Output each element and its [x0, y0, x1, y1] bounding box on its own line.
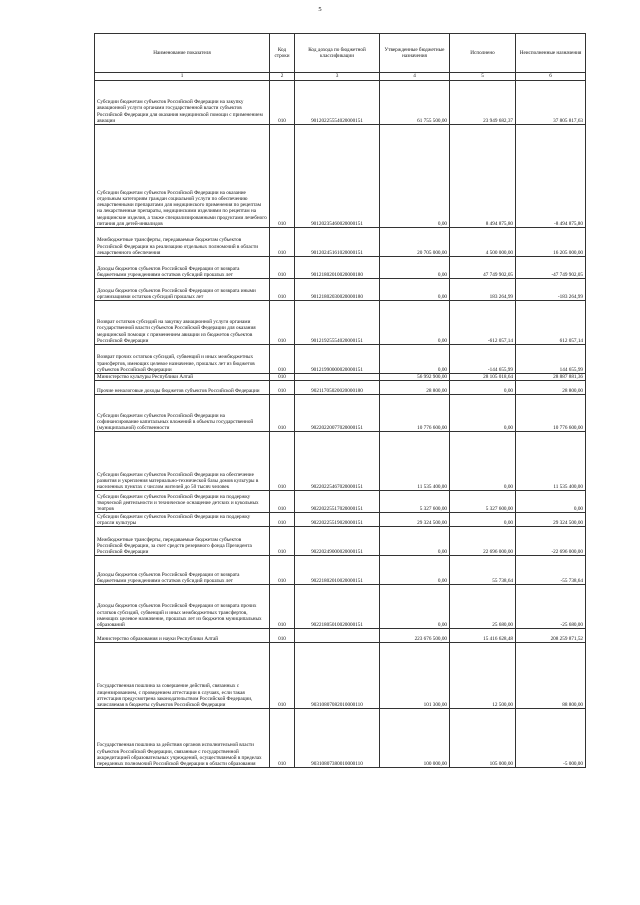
row-unexecuted-cell: -22 696 000,00 [516, 527, 586, 556]
row-code-cell: 010 [270, 381, 295, 395]
row-executed-cell: 28 105 018,64 [450, 374, 516, 381]
row-name-cell: Государственная пошлина за действия органов исполнительной власти субъектов Российской Федерации, связанные с государственной аккредитацией образовательных учреждений, осуществляемой в пределах переданных полномочий Российской Федерации в области образования [95, 709, 270, 768]
row-approved-cell: 223 676 500,00 [380, 629, 450, 643]
row-unexecuted-cell: -183 264,99 [516, 279, 586, 301]
row-classification-cell: 90120235460020000151 [295, 125, 380, 228]
row-unexecuted-cell: 208 259 871,52 [516, 629, 586, 643]
table-row [95, 345, 586, 374]
row-executed-cell: 8 494 875,80 [450, 125, 516, 228]
row-classification-cell: 90220225519020000151 [295, 513, 380, 527]
row-approved-cell: 0,00 [380, 585, 450, 629]
table-row [95, 228, 586, 257]
row-code-cell: 010 [270, 279, 295, 301]
page-number: 5 [318, 6, 322, 13]
row-unexecuted-cell: -55 738,64 [516, 556, 586, 585]
row-name-cell: Доходы бюджетов субъектов Российской Федерации от возврата иными организациями остатков субсидий прошлых лет [95, 279, 270, 301]
row-approved-cell: 0,00 [380, 556, 450, 585]
row-name-cell: Министерство образования и науки Республики Алтай [95, 629, 270, 643]
row-unexecuted-cell: -25 680,00 [516, 585, 586, 629]
row-approved-cell: 29 324 500,00 [380, 513, 450, 527]
header-unexecuted: Неисполненные назначения [516, 34, 586, 73]
row-approved-cell: 100 000,00 [380, 709, 450, 768]
row-code-cell: 010 [270, 395, 295, 432]
row-unexecuted-cell: 28 800,00 [516, 381, 586, 395]
row-unexecuted-cell: 29 324 500,00 [516, 513, 586, 527]
row-code-cell: 010 [270, 585, 295, 629]
row-code-cell: 010 [270, 709, 295, 768]
header-name: Наименование показателя [95, 34, 270, 73]
row-classification-cell: 90121990000020000151 [295, 345, 380, 374]
row-approved-cell: 0,00 [380, 527, 450, 556]
row-executed-cell: 105 000,00 [450, 709, 516, 768]
row-executed-cell: -612 057,14 [450, 301, 516, 345]
table-row [95, 709, 586, 768]
row-executed-cell: 22 696 000,00 [450, 527, 516, 556]
row-name-cell: Субсидии бюджетам субъектов Российской Федерации на оказание отдельным категориям граждан социальной услуги по обеспечению лекарственными препаратами для медицинского применения по рецептам на лекарственные препараты, медицинскими изделиями по рецептам на медицинские изделия, а также специализированными продуктами лечебного питания для детей-инвалидов [95, 125, 270, 228]
table-row [95, 556, 586, 585]
row-name-cell: Субсидии бюджетам субъектов Российской Федерации на поддержку отрасли культуры [95, 513, 270, 527]
row-code-cell: 010 [270, 527, 295, 556]
row-classification-cell: 90120245161020000151 [295, 228, 380, 257]
row-name-cell: Доходы бюджетов субъектов Российской Федерации от возврата бюджетными учреждениями остатков субсидий прошлых лет [95, 556, 270, 585]
table-row [95, 395, 586, 432]
row-name-cell: Возврат остатков субсидий на закупку авиационной услуги органами государственной власти субъектов Российской Федерации для оказания медицинской помощи с применением авиации из бюджетов субъектов Российской Федерации [95, 301, 270, 345]
table-row [95, 301, 586, 345]
row-code-cell: 010 [270, 643, 295, 709]
row-classification-cell [295, 629, 380, 643]
row-executed-cell: 15 416 628,48 [450, 629, 516, 643]
row-classification-cell: 90221805010020000151 [295, 585, 380, 629]
table-row [95, 527, 586, 556]
row-name-cell: Государственная пошлина за совершение действий, связанных с лицензированием, с проведением аттестации в случаях, если такая аттестация предусмотрена законодательством Российской Федерации, зачисляемая в бюджеты субъектов Российской Федерации [95, 643, 270, 709]
row-classification-cell: 90220249000020000151 [295, 527, 380, 556]
row-approved-cell: 10 776 600,00 [380, 395, 450, 432]
row-approved-cell: 5 327 600,00 [380, 491, 450, 513]
row-unexecuted-cell: 0,00 [516, 491, 586, 513]
row-approved-cell: 0,00 [380, 279, 450, 301]
row-executed-cell: 25 680,00 [450, 585, 516, 629]
row-unexecuted-cell: 28 887 881,36 [516, 374, 586, 381]
row-approved-cell: 0,00 [380, 301, 450, 345]
row-unexecuted-cell: 37 805 817,63 [516, 81, 586, 125]
row-classification-cell: 90121802010020000180 [295, 257, 380, 279]
row-code-cell: 010 [270, 228, 295, 257]
header-executed: Исполнено [450, 34, 516, 73]
row-name-cell: Доходы бюджетов субъектов Российской Федерации от возврата бюджетными учреждениями остатков субсидий прошлых лет [95, 257, 270, 279]
row-name-cell: Межбюджетные трансферты, передаваемые бюджетам субъектов Российской Федерации на реализацию отдельных полномочий в области лекарственного обеспечения [95, 228, 270, 257]
row-unexecuted-cell: 10 776 600,00 [516, 395, 586, 432]
row-code-cell: 010 [270, 629, 295, 643]
row-code-cell: 010 [270, 432, 295, 491]
row-approved-cell: 0,00 [380, 125, 450, 228]
row-classification-cell: 90120225554020000151 [295, 81, 380, 125]
table-row [95, 629, 586, 643]
row-unexecuted-cell: 16 205 000,00 [516, 228, 586, 257]
table-row [95, 374, 586, 381]
row-executed-cell: 4 500 000,00 [450, 228, 516, 257]
header-code: Код строки [270, 34, 295, 73]
row-classification-cell: 90121802030020000180 [295, 279, 380, 301]
header-row [95, 34, 586, 73]
row-unexecuted-cell: 144 655,99 [516, 345, 586, 374]
row-classification-cell: 90121925554020000151 [295, 301, 380, 345]
table-row [95, 125, 586, 228]
column-number: 5 [450, 73, 516, 81]
row-unexecuted-cell: 11 535 400,00 [516, 432, 586, 491]
row-code-cell: 010 [270, 257, 295, 279]
column-number: 2 [270, 73, 295, 81]
table-row [95, 257, 586, 279]
column-number: 1 [95, 73, 270, 81]
row-approved-cell: 20 705 000,00 [380, 228, 450, 257]
row-unexecuted-cell: -8 494 875,80 [516, 125, 586, 228]
row-classification-cell: 90310807380010000110 [295, 709, 380, 768]
row-name-cell: Министерство культуры Республики Алтай [95, 374, 270, 381]
table-row [95, 432, 586, 491]
row-executed-cell: 183 264,99 [450, 279, 516, 301]
row-approved-cell: 0,00 [380, 345, 450, 374]
header-classification: Код дохода по бюджетной классификации [295, 34, 380, 73]
row-approved-cell: 0,00 [380, 257, 450, 279]
column-number: 4 [380, 73, 450, 81]
row-executed-cell: -144 655,99 [450, 345, 516, 374]
row-executed-cell: 0,00 [450, 395, 516, 432]
row-executed-cell: 5 327 600,00 [450, 491, 516, 513]
row-name-cell: Возврат прочих остатков субсидий, субвенций и иных межбюджетных трансфертов, имеющих целевое назначение, прошлых лет из бюджетов субъектов Российской Федерации [95, 345, 270, 374]
table-row [95, 381, 586, 395]
row-approved-cell: 61 755 500,00 [380, 81, 450, 125]
row-name-cell: Прочие неналоговые доходы бюджетов субъектов Российской Федерации [95, 381, 270, 395]
row-classification-cell: 90220225517020000151 [295, 491, 380, 513]
table-row [95, 279, 586, 301]
column-number: 6 [516, 73, 586, 81]
column-number: 3 [295, 73, 380, 81]
row-classification-cell: 90220220077020000151 [295, 395, 380, 432]
row-unexecuted-cell: 88 800,00 [516, 643, 586, 709]
row-executed-cell: 0,00 [450, 513, 516, 527]
row-executed-cell: 0,00 [450, 381, 516, 395]
row-code-cell: 010 [270, 81, 295, 125]
table-row [95, 513, 586, 527]
budget-execution-table [94, 33, 586, 768]
row-code-cell: 010 [270, 491, 295, 513]
row-code-cell: 010 [270, 374, 295, 381]
row-executed-cell: 47 749 902,05 [450, 257, 516, 279]
row-unexecuted-cell: -47 749 902,05 [516, 257, 586, 279]
header-approved: Утвержденные бюджетные назначения [380, 34, 450, 73]
row-name-cell: Межбюджетные трансферты, передаваемые бюджетам субъектов Российской Федерации, за счет средств резервного фонда Президента Российской Федерации [95, 527, 270, 556]
table-row [95, 81, 586, 125]
row-name-cell: Субсидии бюджетам субъектов Российской Федерации на закупку авиационной услуги органами государственной власти субъектов Российской Федерации для оказания медицинской помощи с применением авиации [95, 81, 270, 125]
row-name-cell: Субсидии бюджетам субъектов Российской Федерации на софинансирование капитальных вложений в объекты государственной (муниципальной) собственности [95, 395, 270, 432]
row-code-cell: 010 [270, 513, 295, 527]
row-code-cell: 010 [270, 301, 295, 345]
row-classification-cell: 90211705020020000180 [295, 381, 380, 395]
row-classification-cell [295, 374, 380, 381]
row-name-cell: Субсидии бюджетам субъектов Российской Федерации на поддержку творческой деятельности и техническое оснащение детских и кукольных театров [95, 491, 270, 513]
row-classification-cell: 90221802010020000151 [295, 556, 380, 585]
row-executed-cell: 0,00 [450, 432, 516, 491]
row-name-cell: Субсидии бюджетам субъектов Российской Федерации на обеспечение развития и укрепления материально-технической базы домов культуры в населенных пунктах с числом жителей до 50 тысяч человек [95, 432, 270, 491]
row-unexecuted-cell: 612 057,14 [516, 301, 586, 345]
table-body [95, 81, 586, 768]
row-unexecuted-cell: -5 000,00 [516, 709, 586, 768]
row-approved-cell: 11 535 400,00 [380, 432, 450, 491]
row-executed-cell: 55 738,64 [450, 556, 516, 585]
row-name-cell: Доходы бюджетов субъектов Российской Федерации от возврата прочих остатков субсидий, субвенций и иных межбюджетных трансфертов, имеющих целевое назначение, прошлых лет из бюджетов муниципальных образований [95, 585, 270, 629]
row-approved-cell: 101 300,00 [380, 643, 450, 709]
row-code-cell: 010 [270, 125, 295, 228]
table-row [95, 643, 586, 709]
row-approved-cell: 56 992 900,00 [380, 374, 450, 381]
table-row [95, 585, 586, 629]
row-code-cell: 010 [270, 345, 295, 374]
column-number-row [95, 73, 586, 81]
row-executed-cell: 23 949 682,37 [450, 81, 516, 125]
row-classification-cell: 90310807082010000110 [295, 643, 380, 709]
row-executed-cell: 12 500,00 [450, 643, 516, 709]
row-approved-cell: 28 800,00 [380, 381, 450, 395]
table-row [95, 491, 586, 513]
row-code-cell: 010 [270, 556, 295, 585]
row-classification-cell: 90220225467020000151 [295, 432, 380, 491]
